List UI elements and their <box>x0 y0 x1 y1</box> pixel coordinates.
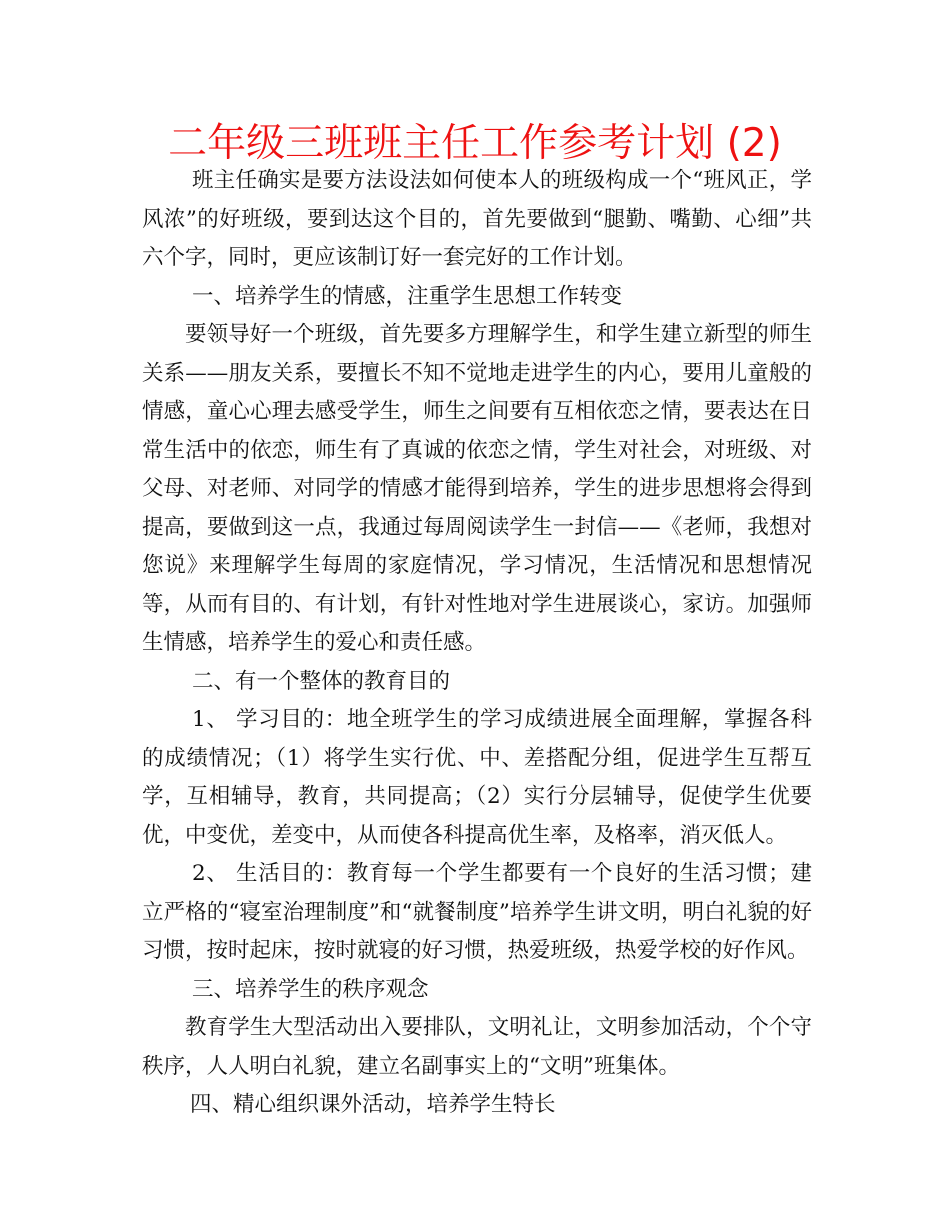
document-title: 二年级三班班主任工作参考计划 (2) <box>168 121 782 166</box>
section-2-item-1: 1、 学习目的：地全班学生的学习成绩进展全面理解，掌握各科的成绩情况；（1）将学生实行优、中、差搭配分组，促进学生互帮互学，互相辅导，教育，共同提高；（2）实行分层辅导，促使学生优要优，中变优，差变中，从而使各科提高优生率，及格率，消灭低人。 <box>142 707 812 848</box>
intro-paragraph: 班主任确实是要方法设法如何使本人的班级构成一个“班风正，学风浓”的好班级，要到达这个目的，首先要做到“腿勤、嘴勤、心细”共六个字，同时，更应该制订好一套完好的工作计划。 <box>142 168 812 270</box>
section-3-paragraph: 教育学生大型活动出入要排队，文明礼让，文明参加活动，个个守秩序，人人明白礼貌，建立名副事实上的“文明”班集体。 <box>142 1015 812 1079</box>
section-heading-3: 三、培养学生的秩序观念 <box>192 976 429 1002</box>
section-heading-4: 四、精心组织课外活动，培养学生特长 <box>190 1092 556 1117</box>
section-2-item-2: 2、 生活目的：教育每一个学生都要有一个良好的生活习惯；建立严格的“寝室治理制度”和“就餐制度”培养学生讲文明，明白礼貌的好习惯，按时起床，按时就寝的好习惯，热爱班级，热爱学校的好作风。 <box>142 861 812 963</box>
section-1-paragraph: 要领导好一个班级，首先要多方理解学生，和学生建立新型的师生关系——朋友关系，要擅长不知不觉地走进学生的内心，要用儿童般的情感，童心心理去感受学生，师生之间要有互相依恋之情，要表达在日常生活中的依恋，师生有了真诚的依恋之情，学生对社会，对班级、对父母、对老师、对同学的情感才能得到培养，学生的进步思想将会得到提高，要做到这一点，我通过每周阅读学生一封信——《老师，我想对您说》来理解学生每周的家庭情况，学习情况，生活情况和思想情况等，从而有目的、有计划，有针对性地对学生进展谈心，家访。加强师生情感，培养学生的爱心和责任感。 <box>142 322 812 655</box>
document-body <box>142 162 812 1125</box>
section-heading-2: 二、有一个整体的教育目的 <box>192 668 451 694</box>
section-heading-1: 一、培养学生的情感，注重学生思想工作转变 <box>192 283 623 309</box>
